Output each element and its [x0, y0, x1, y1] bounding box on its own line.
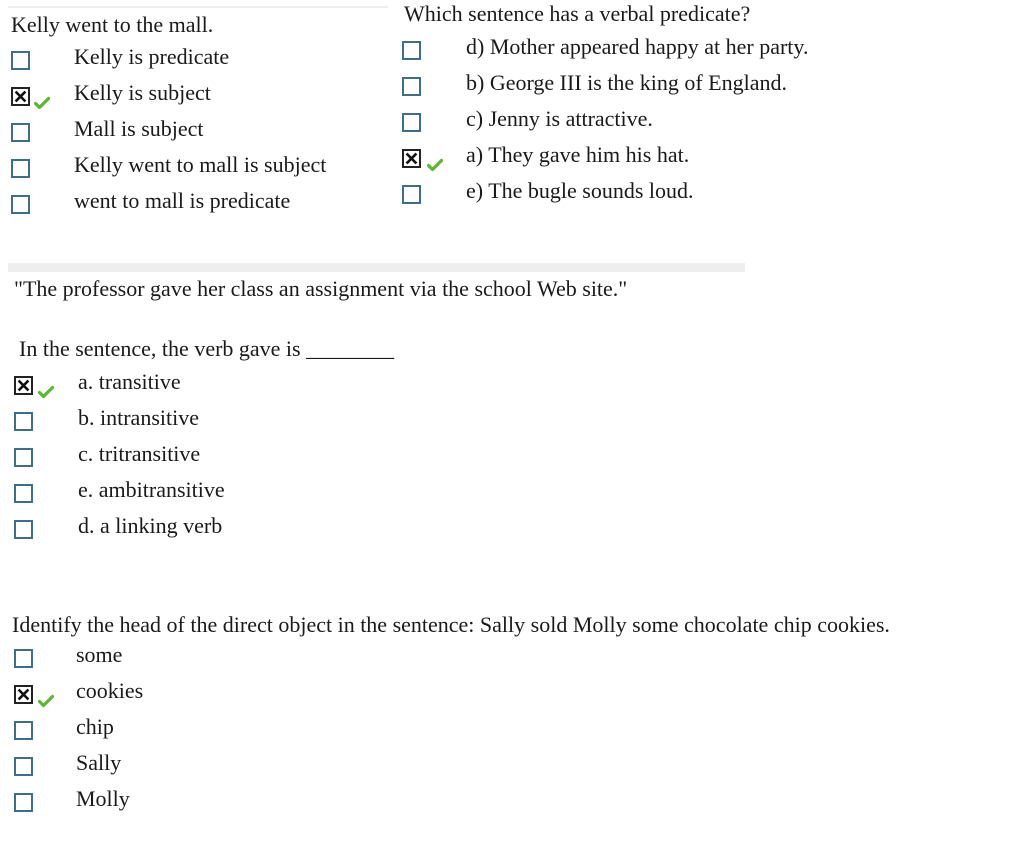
option-row[interactable]	[8, 712, 708, 748]
checkbox[interactable]	[11, 123, 30, 142]
checkbox[interactable]	[402, 77, 421, 96]
checkbox[interactable]	[14, 448, 33, 467]
checkbox[interactable]	[11, 195, 30, 214]
option-label: Mall is subject	[74, 116, 204, 141]
green-check-icon	[38, 688, 54, 702]
checked-checkbox[interactable]	[402, 149, 421, 168]
option-row[interactable]	[8, 676, 708, 712]
option-row[interactable]	[8, 78, 388, 114]
option-row[interactable]	[8, 784, 708, 820]
options-list	[8, 367, 708, 547]
option-label: c) Jenny is attractive.	[466, 106, 653, 131]
x-mark-icon	[14, 90, 27, 103]
option-label: some	[76, 642, 123, 667]
option-label: chip	[76, 714, 114, 739]
checkbox[interactable]	[402, 185, 421, 204]
option-label: a) They gave him his hat.	[466, 142, 690, 167]
x-mark-icon	[17, 688, 30, 701]
option-row[interactable]	[8, 475, 708, 511]
quote-text: "The professor gave her class an assignment via the school Web site."	[14, 276, 628, 301]
checked-checkbox[interactable]	[14, 376, 33, 395]
checkbox[interactable]	[14, 520, 33, 539]
checkbox[interactable]	[14, 649, 33, 668]
question-text: Identify the head of the direct object in the sentence: Sally sold Molly some chocolate chip cookies.	[12, 612, 890, 637]
divider-middle	[8, 263, 745, 272]
x-mark-icon	[17, 379, 30, 392]
option-row[interactable]	[8, 640, 708, 676]
option-row[interactable]	[8, 367, 708, 403]
green-check-icon	[38, 379, 54, 393]
option-row[interactable]	[402, 68, 1002, 104]
checkbox[interactable]	[402, 41, 421, 60]
checkbox[interactable]	[14, 721, 33, 740]
option-row[interactable]	[402, 140, 1002, 176]
option-label: e. ambitransitive	[78, 477, 225, 502]
question-text: Kelly went to the mall.	[11, 12, 214, 37]
options-list	[8, 42, 388, 222]
question-text: In the sentence, the verb gave is ________	[19, 336, 395, 361]
checkbox[interactable]	[402, 113, 421, 132]
option-row[interactable]	[8, 403, 708, 439]
green-check-icon	[427, 152, 443, 166]
checkbox[interactable]	[14, 484, 33, 503]
option-label: b. intransitive	[78, 405, 199, 430]
checked-checkbox[interactable]	[14, 685, 33, 704]
option-label: c. tritransitive	[78, 441, 201, 466]
question-text: Which sentence has a verbal predicate?	[404, 1, 751, 26]
checked-checkbox[interactable]	[11, 87, 30, 106]
option-label: Kelly is predicate	[74, 44, 230, 69]
options-list	[8, 640, 708, 820]
option-label: a. transitive	[78, 369, 181, 394]
checkbox[interactable]	[14, 757, 33, 776]
option-label: cookies	[76, 678, 144, 703]
option-row[interactable]	[8, 439, 708, 475]
option-row[interactable]	[402, 176, 1002, 212]
option-label: Kelly is subject	[74, 80, 211, 105]
divider-top	[8, 6, 388, 8]
options-list	[402, 32, 1002, 212]
option-label: d) Mother appeared happy at her party.	[466, 34, 809, 59]
option-row[interactable]	[8, 748, 708, 784]
option-row[interactable]	[402, 32, 1002, 68]
checkbox[interactable]	[14, 793, 33, 812]
option-label: b) George III is the king of England.	[466, 70, 787, 95]
option-row[interactable]	[8, 150, 388, 186]
checkbox[interactable]	[11, 159, 30, 178]
option-label: d. a linking verb	[78, 513, 223, 538]
option-label: Kelly went to mall is subject	[74, 152, 327, 177]
option-row[interactable]	[8, 186, 388, 222]
option-label: Sally	[76, 750, 122, 775]
option-label: went to mall is predicate	[74, 188, 291, 213]
checkbox[interactable]	[11, 51, 30, 70]
green-check-icon	[34, 90, 50, 104]
checkbox[interactable]	[14, 412, 33, 431]
option-label: Molly	[76, 786, 130, 811]
x-mark-icon	[405, 152, 418, 165]
option-label: e) The bugle sounds loud.	[466, 178, 694, 203]
option-row[interactable]	[402, 104, 1002, 140]
option-row[interactable]	[8, 42, 388, 78]
option-row[interactable]	[8, 114, 388, 150]
option-row[interactable]	[8, 511, 708, 547]
